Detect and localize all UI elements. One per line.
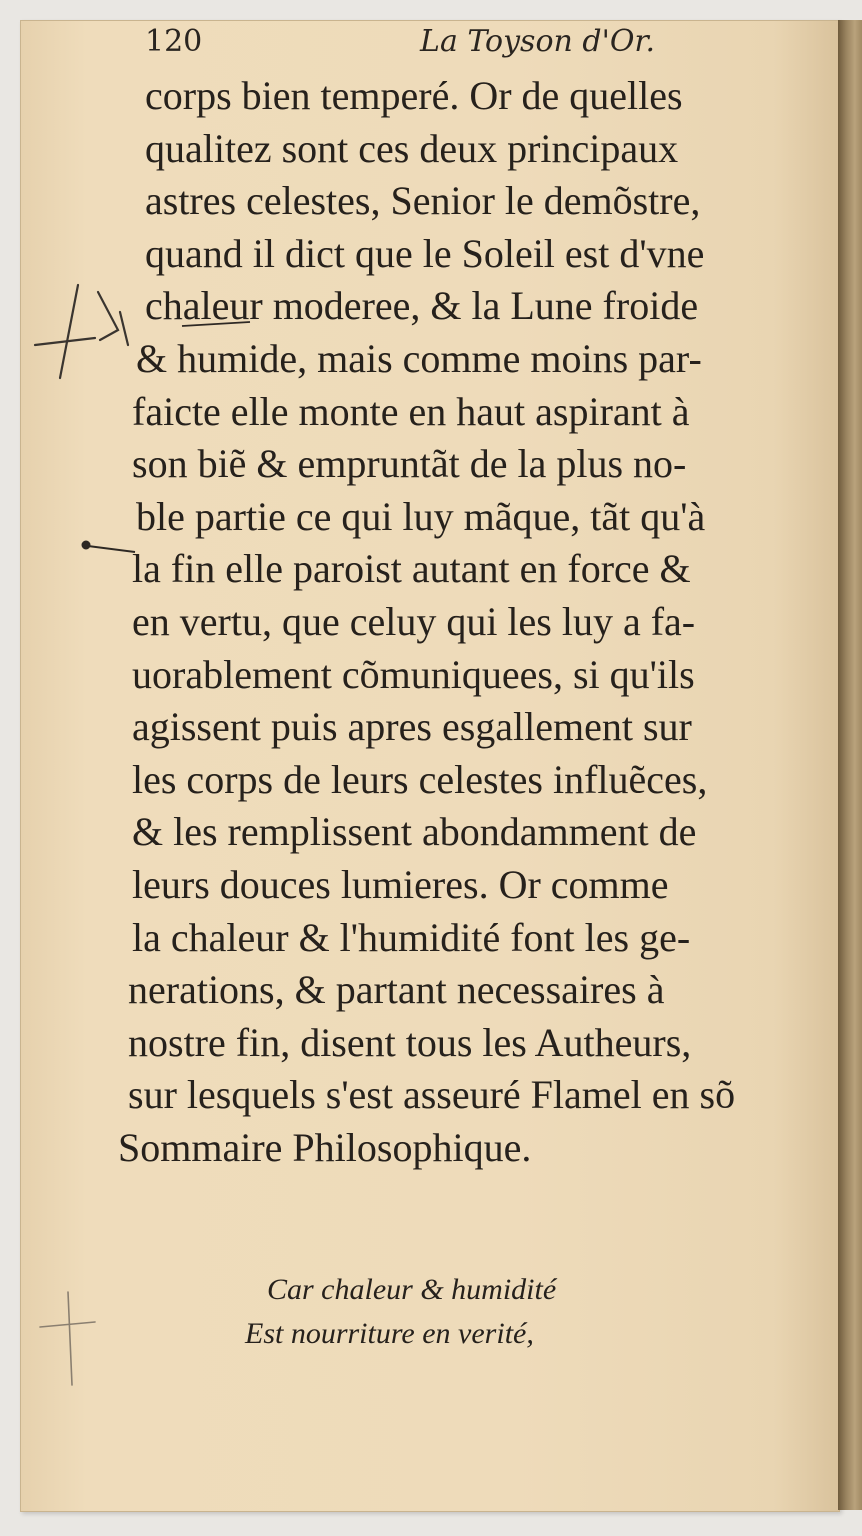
text-line: Sommaire Philosophique. (118, 1124, 532, 1170)
text-line: agissent puis apres esgallement sur (132, 704, 692, 750)
text-line: astres celestes, Senior le demõstre, (145, 178, 701, 224)
text-line: nostre fin, disent tous les Autheurs, (128, 1019, 692, 1065)
text-line: leurs douces lumieres. Or comme (132, 861, 669, 907)
verse-quotation (245, 1268, 745, 1356)
text-line: uorablement cõmuniquees, si qu'ils (132, 651, 695, 697)
text-line: chaleur moderee, & la Lune froide (145, 283, 699, 329)
page-header (145, 24, 805, 74)
book-spine-edge (838, 20, 862, 1510)
text-line: son biẽ & empruntãt de la plus no- (132, 441, 687, 487)
text-line: en vertu, que celuy qui les luy a fa- (132, 598, 696, 644)
text-line: faicte elle monte en haut aspirant à (132, 388, 690, 434)
page-number: 120 (145, 24, 203, 59)
text-line: sur lesquels s'est asseuré Flamel en sõ (128, 1072, 736, 1118)
running-title: La Toyson d'Or. (420, 24, 655, 59)
text-line: les corps de leurs celestes influẽces, (132, 756, 708, 802)
body-text (118, 70, 818, 1174)
text-line: qualitez sont ces deux principaux (145, 125, 679, 171)
verse-line: Est nourriture en verité, (245, 1317, 534, 1350)
text-line: la fin elle paroist autant en force & (132, 546, 691, 592)
text-line: nerations, & partant necessaires à (128, 967, 665, 1013)
text-line: ble partie ce qui luy mãque, tãt qu'à (136, 493, 706, 539)
text-line: & humide, mais comme moins par- (136, 335, 702, 381)
text-line: corps bien temperé. Or de quelles (145, 73, 683, 118)
text-line: quand il dict que le Soleil est d'vne (145, 230, 705, 276)
text-line: & les remplissent abondamment de (132, 809, 697, 855)
text-line: la chaleur & l'humidité font les ge- (132, 914, 691, 960)
verse-line: Car chaleur & humidité (267, 1273, 557, 1306)
